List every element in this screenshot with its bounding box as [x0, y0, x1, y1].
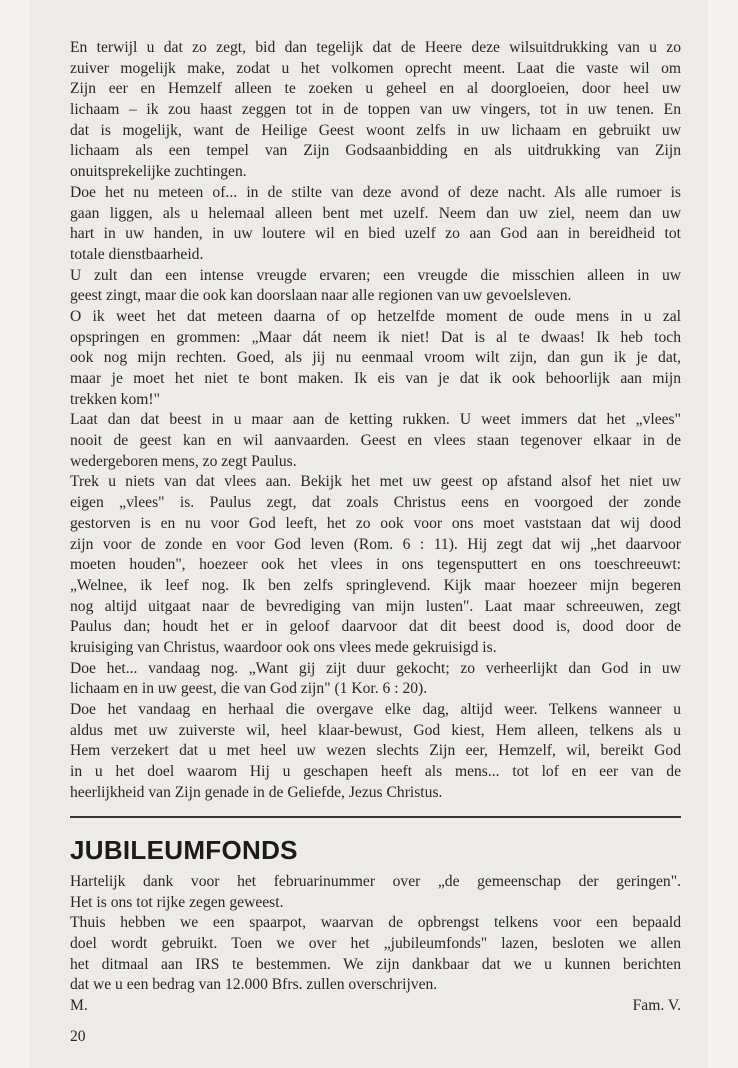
text-line: Paulus dan; houdt het er in geloof daarvoor dat dit beest dood is, dood door de — [70, 618, 681, 636]
text-line: het ditmaal aan IRS te bestemmen. We zijn dankbaar dat we u kunnen berichten — [70, 955, 681, 973]
paragraph — [70, 410, 681, 472]
text-line: gaan liggen, als u helemaal alleen bent met uzelf. Neem dan uw ziel, neem dan uw — [70, 204, 681, 222]
text-line: Doe het nu meteen of... in de stilte van deze avond of deze nacht. Als alle rumoer is — [70, 183, 681, 201]
paragraph — [70, 266, 681, 307]
text-line: „Welnee, ik leef nog. Ik ben zelfs springlevend. Kijk maar hoezeer mijn begeren — [70, 576, 681, 594]
letter-place: M. — [70, 997, 88, 1015]
text-line: in u het doel waarom Hij u geschapen heeft als mens... tot lof en eer van de — [70, 763, 681, 781]
text-line: trekken kom!" — [70, 390, 160, 408]
text-line: zuiver mogelijk make, zodat u het volkomen oprecht meent. Laat die vaste wil om — [70, 59, 681, 77]
text-line: dat is mogelijk, want de Heilige Geest woont zelfs in uw lichaam en gebruikt uw — [70, 121, 681, 139]
text-line: heerlijkheid van Zijn genade in de Geliefde, Jezus Christus. — [70, 783, 443, 801]
text-line: lichaam – ik zou haast zeggen tot in de toppen van uw vingers, tot in uw tenen. En — [70, 101, 681, 119]
text-line: O ik weet het dat meteen daarna of op hetzelfde moment de oude mens in u zal — [70, 307, 681, 325]
text-line: totale dienstbaarheid. — [70, 245, 204, 263]
text-line: zijn voor de zonde en voor God leven (Rom. 6 : 11). Hij zegt dat wij „het daarvoor — [70, 535, 681, 553]
text-line: Thuis hebben we een spaarpot, waarvan de opbrengst telkens voor een bepaald — [70, 914, 681, 932]
text-line: doel wordt gebruikt. Toen we over het „jubileumfonds" lazen, besloten we allen — [70, 935, 681, 953]
text-line: nooit de geest kan en wil aanvaarden. Geest en vlees staan tegenover elkaar in de — [70, 432, 681, 450]
paragraph — [70, 38, 681, 183]
letter-body — [70, 872, 681, 1017]
paragraph — [70, 472, 681, 658]
page-number: 20 — [70, 1028, 86, 1045]
text-line: dat we u een bedrag van 12.000 Bfrs. zullen overschrijven. — [70, 976, 438, 994]
text-line: Zijn eer en Hemzelf alleen te zoeken u geheel en al doorgloeien, door heel uw — [70, 80, 681, 98]
text-line: wedergeboren mens, zo zegt Paulus. — [70, 452, 297, 470]
text-line: gestorven is en nu voor God leeft, het zo ook voor ons moet vaststaan dat wij dood — [70, 514, 681, 532]
text-line: eigen „vlees" is. Paulus zegt, dat zoals Christus eens en voorgoed der zonde — [70, 494, 681, 512]
text-line: moeten houden", hoezeer ook het vlees in ons tegensputtert en ons toeschreeuwt: — [70, 556, 681, 574]
letter-signoff — [70, 996, 681, 1017]
text-line: Hartelijk dank voor het februarinummer over „de gemeenschap der geringen". — [70, 873, 681, 890]
text-line: geest zingt, maar die ook kan doorslaan naar alle regionen van uw gevoelsleven. — [70, 287, 572, 305]
letter-signature: Fam. V. — [632, 997, 681, 1015]
section-divider — [70, 816, 681, 818]
paragraph — [70, 659, 681, 700]
article-body — [70, 38, 681, 803]
text-line: lichaam als een tempel van Zijn Godsaanbidding en als uitdrukking van Zijn — [70, 142, 681, 160]
text-line: kruisiging van Christus, waardoor ook ons vlees mede gekruisigd is. — [70, 638, 497, 656]
text-line: En terwijl u dat zo zegt, bid dan tegelijk dat de Heere deze wilsuitdrukking van u zo — [70, 39, 681, 56]
paragraph — [70, 872, 681, 913]
section-heading: JUBILEUMFONDS — [70, 835, 298, 865]
text-line: Het is ons tot rijke zegen geweest. — [70, 893, 284, 911]
text-line: maar je moet het niet te bont maken. Ik eis van je dat ik ook behoorlijk aan mijn — [70, 370, 681, 387]
text-line: Laat dan dat beest in u maar aan de ketting rukken. U weet immers dat het „vlees" — [70, 411, 681, 429]
text-line: Doe het... vandaag nog. „Want gij zijt duur gekocht; zo verheerlijkt dan God in uw — [70, 659, 681, 677]
text-line: hart in uw handen, in uw loutere wil en bied uzelf zo aan God aan in bereidheid tot — [70, 225, 681, 243]
text-line: opspringen en grommen: „Maar dát neem ik niet! Dat is al te dwaas! Ik heb toch — [70, 328, 681, 346]
paragraph — [70, 700, 681, 803]
paragraph — [70, 307, 681, 410]
text-line: nog altijd uitgaat naar de bevrediging van mijn lusten". Laat maar schreeuwen, zegt — [70, 597, 681, 615]
paragraph — [70, 913, 681, 996]
text-line: onuitsprekelijke zuchtingen. — [70, 163, 247, 181]
paragraph — [70, 183, 681, 266]
text-line: lichaam en in uw geest, die van God zijn" (1 Kor. 6 : 20). — [70, 680, 428, 698]
text-line: Hem verzekert dat u met heel uw wezen slechts Zijn eer, Hemzelf, wil, bereikt God — [70, 742, 681, 760]
text-line: Doe het vandaag en herhaal die overgave elke dag, altijd weer. Telkens wanneer u — [70, 701, 681, 718]
text-line: aldus met uw zuiverste wil, heel klaar-bewust, God kiest, Hem alleen, telkens als u — [70, 721, 681, 739]
text-line: ook nog mijn rechten. Goed, als jij nu eenmaal vroom wilt zijn, dan gun ik je dat, — [70, 349, 681, 367]
text-line: U zult dan een intense vreugde ervaren; een vreugde die misschien alleen in uw — [70, 266, 681, 284]
text-line: Trek u niets van dat vlees aan. Bekijk het met uw geest op afstand alsof het niet uw — [70, 473, 681, 491]
